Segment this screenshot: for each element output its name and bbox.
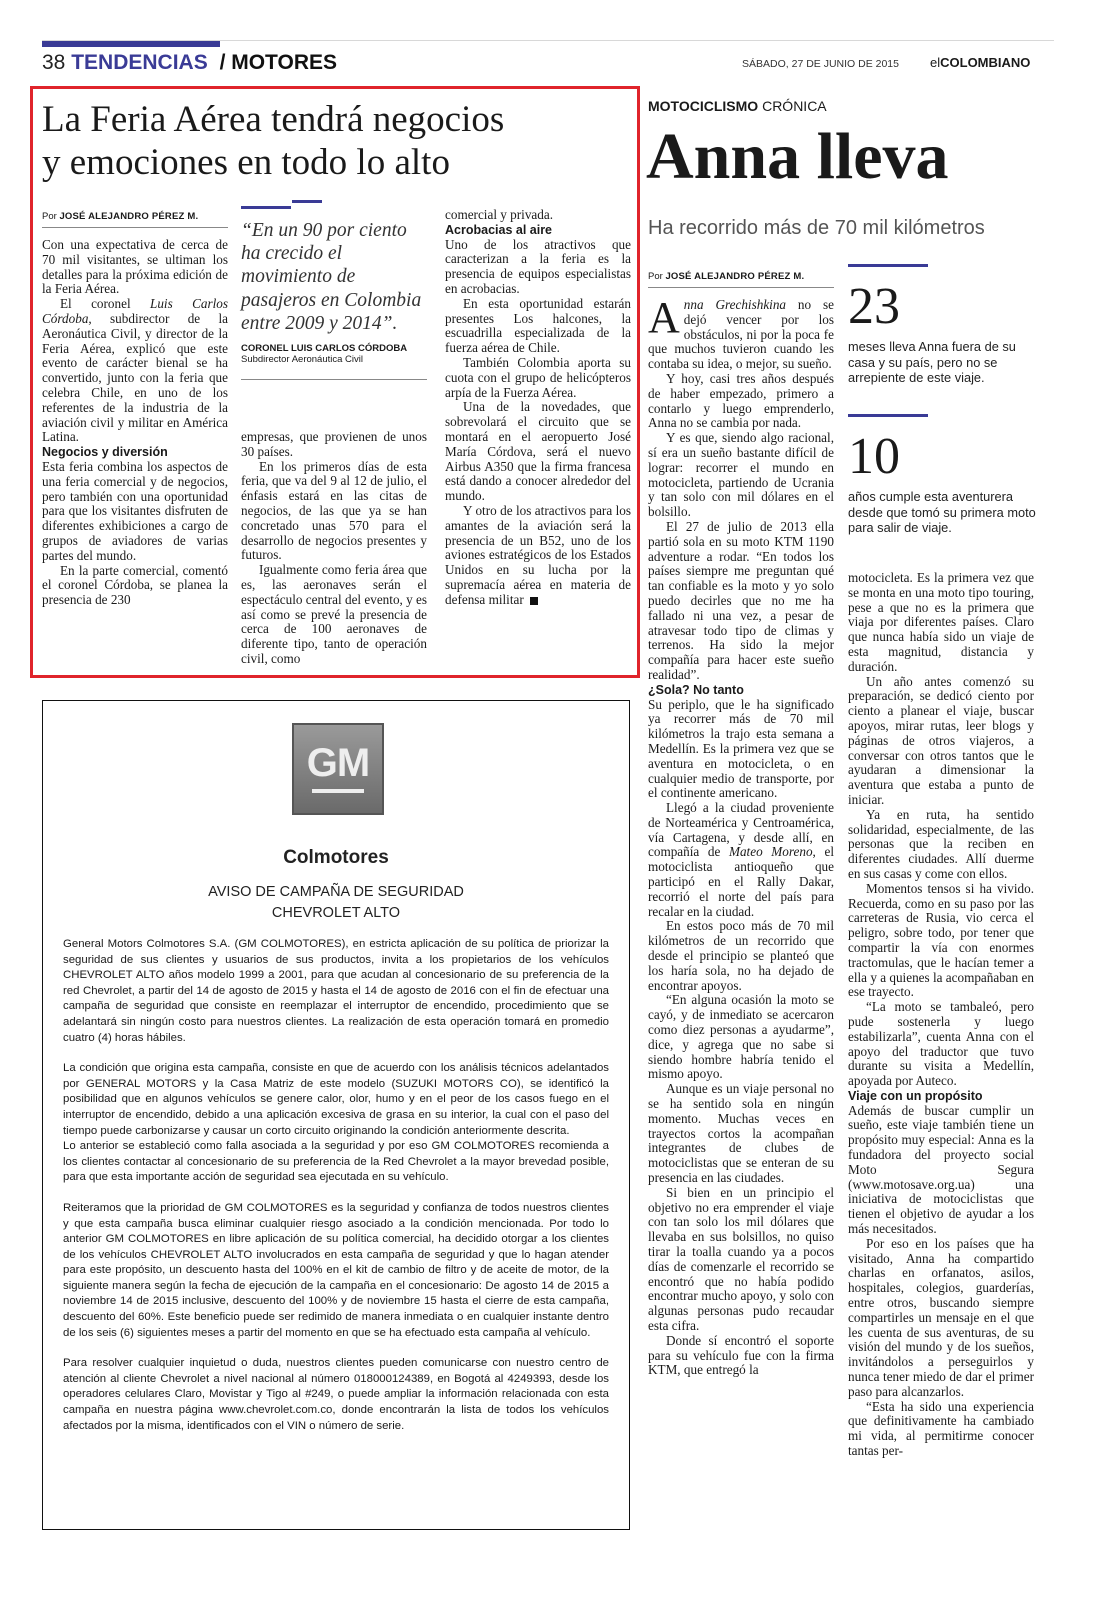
paragraph: “En alguna ocasión la moto se cayó, y de inmediato se acercaron como diez personas a ayudarme”, dice, y agrega que no sabe si siendo hombre habría tenido el mismo apoyo. [648,992,834,1082]
stat-accent-bar [848,414,928,417]
ad-paragraph: General Motors Colmotores S.A. (GM COLMOTORES), en estricta aplicación de su política de priorizar la seguridad de sus clientes y usuarios de sus productos, invita a los propietarios de los vehículos CHEVROLET ALTO años modelo 1999 a 2001, para que acudan al concesionario de su preferencia de la red Chevrolet, a partir del 14 de agosto de 2015 y hasta el 14 de agosto de 2016 con el fin de efectuar una campaña de seguridad que consiste en reemplazar el interruptor de encendido, procedimiento que se adelantará sin ningún costo para nuestros clientes. La realización de esta operación tomará en promedio cuatro (4) horas hábiles. [63,938,609,1044]
paragraph: El 27 de julio de 2013 ella partió sola en su moto KTM 1190 adventure a rodar. “En todos los países siempre me preguntan qué tan confiable es la moto y yo solo puedo decirles que no me ha fallado ni una vez, a pesar de atravesar todo tipo de climas y terrenos. Ha sido la mejor compañía para hacer este sueño realidad”. [648,518,834,682]
page-number: 38 [42,51,66,74]
paragraph: “La moto se tambaleó, pero pude sostenerla y luego estabilizarla”, cuenta Anna con el apoyo del traductor que tuvo durante su visita a Medellín, apoyada por Auteco. [848,999,1034,1089]
paragraph: El coronel Luis Carlos Córdoba, subdirector de la Aeronáutica Civil, y director de la Feria Aérea, explicó que este evento de carácter bienal se ha convertido, junto con la feria que celebra Chile, en uno de los referentes de la industria de la aviación civil y militar en América Latina. [42,296,229,445]
article-kicker [648,98,827,114]
quote-role: Subdirector Aeronáutica Civil [241,354,363,366]
kicker-section: MOTOCICLISMO [648,98,759,114]
gm-logo [292,723,384,815]
article-byline [648,271,804,282]
paragraph: En los primeros días de esta feria, que va del 9 al 12 de julio, el énfasis estará en las citas de negocios, de las que ya se han concretado unas 570 para el desarrollo de negocios presentes y futuros. [241,458,427,563]
ad-heading-2: CHEVROLET ALTO [271,905,401,921]
subsection-name: / MOTORES [219,51,338,74]
left-article-col1 [42,238,228,608]
article-title-line1: La Feria Aérea tendrá negocios [42,99,505,140]
quote-author: CORONEL LUIS CARLOS CÓRDOBA [241,343,408,355]
paragraph: Momentos tensos si ha vivido. Recuerda, como en su paso por las carreteras de Rusia, vio cerca el peligro, sobre todo, por tener que compartir la vía con enormes tractomulas, que le hacían temer a ella y a quienes la acompañaban en ese trayecto. [848,880,1035,1000]
stat-number: 10 [848,428,900,485]
article-subtitle: Ha recorrido más de 70 mil kilómetros [648,217,985,239]
ad-paragraph: Lo anterior se estableció como falla asociada a la seguridad y por eso GM COLMOTORES recomienda a los clientes contactar al concesionario de su preferencia de la Red Chevrolet a la mayor brevedad posible, para que esta importante acción de seguridad sea ejecutada en su vehículo. [63,1140,609,1184]
ad-paragraph: La condición que origina esta campaña, consiste en que de acuerdo con los análisis técnicos adelantados por GENERAL MOTORS y la Casa Matriz de este modelo (SUZUKI MOTORS CO), se identificó la posibilidad que en algunos vehículos se genere calor, olor, humo y en el peor de los casos fuego en el interruptor de encendido, debido a una aplicación excesiva de grasa en su interior, la cual con el paso del tiempo puede carbonizarse y causar un corto circuito originando la condición anteriormente descrita. [63,1062,609,1137]
left-article-col2 [241,430,427,667]
pull-quote [241,206,427,380]
ad-heading-1: AVISO DE CAMPAÑA DE SEGURIDAD [208,884,464,900]
byline-name: JOSÉ ALEJANDRO PÉREZ M. [665,271,805,282]
newspaper-logo-prefix: el [930,55,941,70]
paragraph: Un año antes comenzó su preparación, se dedicó ciento por ciento a planear el viaje, buscar apoyos, mirar rutas, leer blogs y páginas de otros viajeros, a conversar con otros tantos que le ayudaran a dimensionar la aventura que estaba a punto de iniciar. [848,673,1034,807]
paragraph: Su periplo, que le ha significado ya recorrer más de 70 mil kilómetros la trajo esta semana a Medellín. Es la primera vez que se aventura en motocicleta, o en cualquier medio de transporte, por el continente americano. [648,696,834,801]
quote-accent-bar [241,206,291,209]
section-color-band [42,41,220,47]
byline-prefix: Por [648,271,663,282]
paragraph: Aunque es un viaje personal no se ha sentido sola en ningún momento. Muchas veces en trayectos cortos la acompañan integrantes de clubes de motociclistas que se enteran de su presencia en las ciudades. [648,1081,834,1186]
paragraph: “Esta ha sido una experiencia que definitivamente ha cambiado mi vida, al permitirme conocer tantas per- [848,1398,1034,1459]
paragraph: En esta oportunidad estarán presentes Los halcones, la escuadrilla especializada de la fuerza aérea de Chile. [445,295,631,356]
paragraph: Anna Grechishkina no se dejó vencer por los obstáculos, ni por la poca fe que muchos tuvieron cuando les contaba su idea, o mejor, su sueño. [648,293,834,372]
byline-rule [648,287,834,288]
gm-logo-underline [312,789,364,793]
paragraph: Una de la novedades, que sobrevolará el circuito que se montará en el aeropuerto José María Córdova, será el nuevo Airbus A350 que la firma francesa está dando a conocer alrededor del mundo. [445,399,631,504]
title-accent-bar [292,200,322,203]
subheading: Viaje con un propósito [848,1088,983,1103]
right-article-colB [848,571,1034,1459]
header-date: SÁBADO, 27 DE JUNIO DE 2015 [742,58,899,70]
paragraph: Llegó a la ciudad proveniente de Norteamérica y Centroamérica, vía Cartagena, y desde allí, en compañía de Mateo Moreno, el motociclista antioqueño que participó en el Rally Dakar, recorrió el norte del país para recalar en la ciudad. [648,800,834,919]
right-article-colA [648,293,834,1378]
byline-name: JOSÉ ALEJANDRO PÉREZ M. [59,211,199,222]
ad-body [63,937,609,1434]
paragraph: En estos poco más de 70 mil kilómetros de un recorrido que desde el principio se planteó que los haría sola, no ha dejado de encontrar apoyos. [648,918,834,993]
paragraph: También Colombia aporta su cuota con el grupo de helicópteros arpía de la Fuerza Aérea. [445,354,631,400]
paragraph: Ya en ruta, ha sentido solidaridad, especialmente, de las personas que la reciben en diferentes ciudades. Allí duerme en sus casas y come con ellos. [848,806,1034,881]
paragraph: Además de buscar cumplir un sueño, este viaje también tiene un propósito muy especial: Anna es la fundadora del proyecto social Moto Segura (www.motosave.org.ua) una iniciativa de motociclistas que tienen el objetivo de ayudar a los más necesitados. [848,1102,1034,1237]
byline-prefix: Por [42,211,57,222]
section-name: TENDENCIAS [71,51,208,74]
stat-text: años cumple esta aventurera desde que tomó su primera moto para salir de viaje. [848,489,1036,535]
ad-paragraph: Reiteramos que la prioridad de GM COLMOTORES es la seguridad y confianza de todos nuestros clientes y que esta campaña busca eliminar cualquier riesgo asociado a la condición mencionada. Por todo lo anterior GM COLMOTORES en libre aplicación de su política comercial, ha decidido otorgar a los clientes de los vehículos CHEVROLET ALTO involucrados en esta campaña de seguridad y que lo hagan atender para este propósito, un descuento hasta del 100% en el kit de cambio de filtro y de aceite de motor, de la siguiente manera según la fecha de ejecución de la campaña en el concesionario: De agosto 14 de 2015 a noviembre 14 de 2015 inclusive, descuento del 100% y de noviembre 15 hasta el cierre de esta campaña, descuento del 60%. Este beneficio puede ser redimido de manera inmediata o en cualquier instante dentro de los seis (6) siguientes meses a partir del momento en que se ha efectuado esta campaña al vehículo. [63,1201,609,1339]
quote-text: “En un 90 por ciento ha crecido el movimiento de pasajeros en Colombia entre 2009 y 2014”. [241,220,422,334]
subheading: Negocios y diversión [42,445,168,460]
subheading: ¿Sola? No tanto [648,682,744,697]
article-title [42,98,632,184]
advertisement-box [42,700,630,1530]
paragraph: Esta feria combina los aspectos de una feria comercial y de negocios, pero también con una oportunidad para que los visitantes disfruten de diferentes exhibiciones a cargo de grupos de aviadores de varias partes del mundo. [42,458,228,563]
drop-cap: A [648,293,680,342]
stat-box-1 [848,264,1038,386]
paragraph: En la parte comercial, comentó el coronel Córdoba, se planea la presencia de 230 [42,562,228,608]
paragraph: Y es que, siendo algo racional, sí era un sueño bastante difícil de lograr: recorrer el mundo en motocicleta, partiendo de Ucrania y tan solo con mil dólares en el bolsillo. [648,430,834,520]
paragraph: motocicleta. Es la primera vez que se monta en una moto tipo touring, pese a que no es la primera que viaja por diferentes países. Claro que nunca había sido un viaje de esta magnitud, distancia y duración. [848,570,1034,674]
byline-rule [42,227,228,228]
article-byline [42,211,198,222]
paragraph: Igualmente como feria área que es, las aeronaves serán el espectáculo central del evento, y es así como se prevé la presencia de cerca de 100 aeronaves de diferente tipo, tanto de operación civil, como [241,562,428,666]
ad-paragraph: Para resolver cualquier inquietud o duda, nuestros clientes pueden comunicarse con nuestro centro de atención al cliente Chevrolet a nivel nacional al número 018000124389, en Bogotá al 4249393, desde los operadores celulares Claro, Movistar y Tigo al #249, o puede ampliar la información relacionada con esta campaña en nuestra página www.chevrolet.com.co, donde encontrarán la lista de todos los vehículos afectados por la misma, identificados con el VIN o número de serie. [63,1357,609,1432]
subheading: Acrobacias al aire [445,222,553,237]
ad-company-name: Colmotores [283,847,389,868]
quote-rule [241,379,427,380]
left-article-col3 [445,208,631,608]
paragraph: Y otro de los atractivos para los amantes de la aviación será la presencia de un B52, uno de los aviones estratégicos de los Estados Unidos en su lucha por la supremacía aérea en materia de defensa militar [445,502,631,607]
paragraph: empresas, que provienen de unos 30 países. [241,429,427,459]
paragraph: Si bien en un principio el objetivo no era emprender el viaje con tan solo los mil dólares que llevaba en sus bolsillos, no quiso tirar la toalla cuando ya a pocos días de comenzarle el recorrido se encontró que no había podido encontrar mucho apoyo, y solo con algunas personas pudo recaudar esta cifra. [648,1184,834,1333]
paragraph: Uno de los atractivos que caracterizan a la feria es la presencia de equipos especialistas en acrobacias. [445,236,631,296]
newspaper-logo [930,55,1030,70]
stat-number: 23 [848,278,900,335]
page-header [42,50,337,76]
paragraph: Donde sí encontró el soporte para su vehículo fue con la firma KTM, que entregó la [648,1332,834,1378]
paragraph: Por eso en los países que ha visitado, Anna ha compartido charlas en orfanatos, asilos, hospitales, colegios, guarderías, entre otros, buscando siempre compartirles un mensaje en el que les cuenta de sus aventuras, de su visión del mundo y de los sueños, invitándolos a perseguirlos y nunca tener miedo de dar el primer paso para alcanzarlos. [848,1235,1034,1399]
paragraph: comercial y privada. [445,207,554,222]
paragraph: Con una expectativa de cerca de 70 mil visitantes, se ultiman los detalles para la próxima edición de la Feria Aérea. [42,237,228,297]
paragraph: Y hoy, casi tres años después de haber empezado, primero a contarlo y luego emprenderlo, Anna no se cambia por nada. [648,370,834,431]
kicker-type: CRÓNICA [758,98,827,114]
stat-box-2 [848,414,1038,536]
stat-accent-bar [848,264,928,267]
gm-logo-text: GM [306,741,370,785]
end-of-article-mark [530,597,538,605]
stat-text: meses lleva Anna fuera de su casa y su país, pero no se arrepiente de este viaje. [848,339,1016,385]
newspaper-logo-name: COLOMBIANO [940,55,1031,70]
article-title: Anna lleva [646,120,949,193]
article-title-line2: y emociones en todo lo alto [42,142,450,183]
